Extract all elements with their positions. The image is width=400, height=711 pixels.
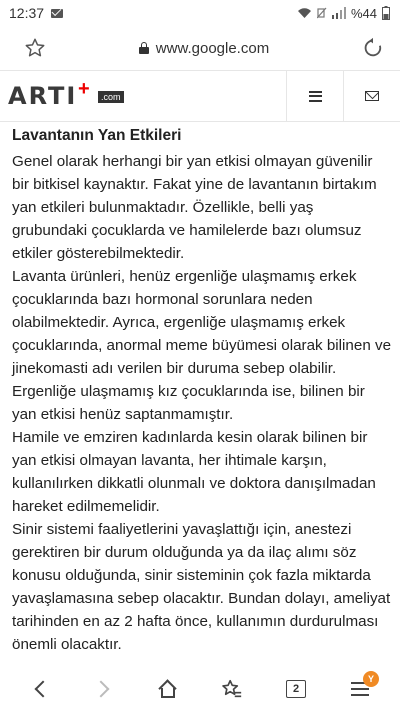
logo-plus: +	[78, 78, 90, 100]
reload-icon[interactable]	[362, 37, 384, 59]
home-button[interactable]	[148, 669, 188, 709]
url-text: www.google.com	[155, 39, 270, 57]
battery-icon	[382, 6, 390, 20]
forward-arrow-icon	[93, 681, 110, 698]
mail-button[interactable]	[343, 71, 400, 121]
browser-bottom-nav	[0, 667, 400, 711]
menu-badge: Y	[363, 671, 379, 687]
article-title: Lavantanın Yan Etkileri	[12, 127, 182, 144]
browser-url-bar	[0, 26, 400, 70]
signal-icon	[332, 7, 346, 19]
article-content	[12, 126, 392, 656]
mail-notification-icon	[51, 9, 63, 18]
lock-icon	[139, 42, 149, 54]
logo-com: .com	[98, 91, 124, 103]
battery-level: %44	[350, 5, 377, 21]
wifi-icon	[297, 7, 312, 19]
tabs-button[interactable]	[276, 669, 316, 709]
article-paragraph: Genel olarak herhangi bir yan etkisi olmayan güvenilir bir bitkisel kaynaktır. Fakat yine de lavantanın birtakım yan etkileri bulunmaktadır. Özellikle, belli yaş grubundaki çocuklarda ve hamilelerde bazı olumsuz etkiler gösterebilmektedir.	[12, 153, 377, 262]
mute-icon	[317, 7, 327, 19]
back-button[interactable]	[20, 669, 60, 709]
back-arrow-icon	[35, 681, 52, 698]
article-paragraph: Hamile ve emziren kadınlarda kesin olarak bilinen bir yan etkisi olmayan lavanta, her ihtimale karşın, kullanılırken dikkatli olunmalı ve doktora danışılmadan hareket edilmemelidir.	[12, 429, 376, 515]
bookmark-star-icon[interactable]	[24, 37, 46, 59]
site-header	[0, 70, 400, 122]
hamburger-icon	[309, 91, 322, 102]
article-paragraph: Sinir sistemi faaliyetlerini yavaşlattığı için, anestezi gerektiren bir durum olduğunda ya da ilaç alımı söz konusu olduğunda, sinir sisteminin çok fazla miktarda yavaşlamasına sebep olacaktır. Bundan dolayı, ameliyat tarihinden en az 2 hafta önce, kullanımın durdurulması önemli olacaktır.	[12, 521, 391, 653]
bookmarks-star-icon	[221, 678, 243, 700]
article-paragraph: Lavanta ürünleri, henüz ergenliğe ulaşmamış erkek çocuklarında bazı hormonal sorunlara neden olabilmektedir. Ayrıca, ergenliğe ulaşmamış erkek çocuklarında, anormal meme büyümesi olarak bilinen ve jinekomasti adı verilen bir duruma sebep olabilir. Ergenliğe ulaşmamış kız çocuklarında ise, bilinen bir yan etkisi henüz saptanmamıştır.	[12, 268, 392, 423]
browser-menu-button[interactable]	[340, 669, 380, 709]
status-time: 12:37	[9, 5, 45, 21]
menu-button[interactable]	[286, 71, 343, 121]
bookmarks-button[interactable]	[212, 669, 252, 709]
tab-count: 2	[286, 680, 306, 698]
url-field[interactable]	[139, 40, 269, 57]
site-logo[interactable]	[0, 71, 286, 121]
home-icon	[159, 681, 177, 698]
forward-button[interactable]	[84, 669, 124, 709]
status-bar	[0, 0, 400, 26]
envelope-icon	[365, 91, 379, 101]
logo-text: ARTI	[8, 82, 78, 110]
